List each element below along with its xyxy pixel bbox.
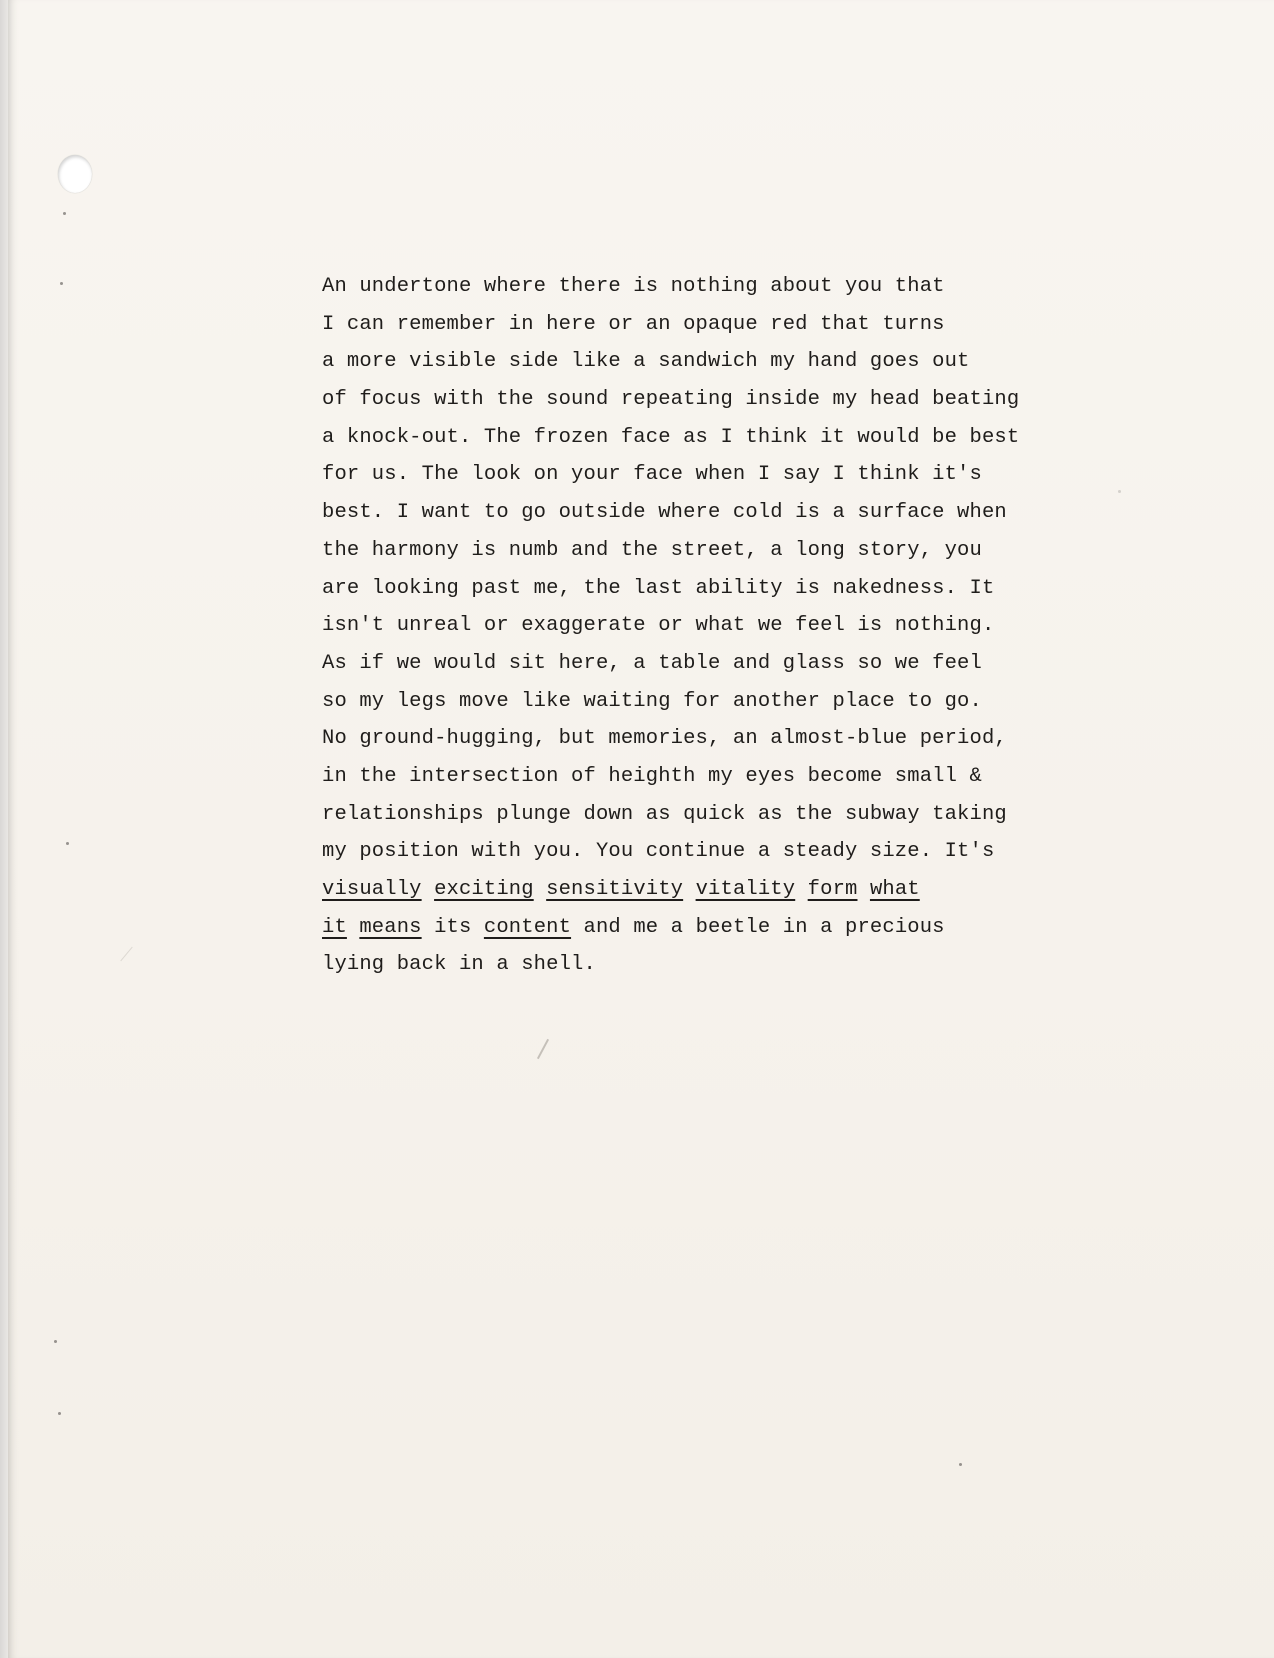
poem-line: best. I want to go outside where cold is a surface when xyxy=(322,501,1007,525)
paper-speck xyxy=(63,212,66,215)
underlined-word: what xyxy=(869,878,920,901)
poem-line: in the intersection of heighth my eyes become small & xyxy=(322,764,982,788)
underlined-word: content xyxy=(483,915,572,939)
pencil-mark xyxy=(120,947,132,961)
typed-page xyxy=(8,0,1274,1658)
poem-line: As if we would sit here, a table and glass so we feel xyxy=(322,651,982,675)
poem-line: relationships plunge down as quick as the subway taking xyxy=(322,802,1007,826)
page-edge xyxy=(0,0,8,1658)
poem-line: isn't unreal or exaggerate or what we feel is nothing. xyxy=(322,614,995,638)
paper-speck xyxy=(959,1463,962,1466)
poem-text xyxy=(322,268,1082,984)
poem-line: the harmony is numb and the street, a long story, you xyxy=(322,538,982,562)
poem-line: are looking past me, the last ability is nakedness. It xyxy=(322,576,995,600)
poem-line: lying back in a shell. xyxy=(322,953,596,977)
paper-speck xyxy=(66,842,69,845)
poem-line: my position with you. You continue a steady size. It's xyxy=(322,840,995,864)
underlined-word: exciting xyxy=(434,878,534,901)
pencil-mark xyxy=(537,1039,549,1059)
poem-line: I can remember in here or an opaque red that turns xyxy=(322,312,945,336)
underlined-word: means xyxy=(359,915,422,939)
paper-speck xyxy=(54,1340,57,1343)
poem-line: a knock-out. The frozen face as I think it would be best xyxy=(322,425,1020,449)
underlined-word: sensitivity xyxy=(546,878,684,901)
plain-word: its xyxy=(434,915,472,939)
underlined-word: form xyxy=(807,878,858,901)
underlined-word: vitality xyxy=(695,878,796,901)
poem-line: so my legs move like waiting for another place to go. xyxy=(322,689,982,713)
underlined-word: it xyxy=(322,915,347,939)
paper-speck xyxy=(58,1412,61,1415)
underlined-word: visually xyxy=(322,878,422,901)
paper-speck xyxy=(60,282,63,285)
poem-line: a more visible side like a sandwich my hand goes out xyxy=(322,350,970,374)
poem-line: of focus with the sound repeating inside my head beating xyxy=(322,388,1020,412)
poem-line: No ground-hugging, but memories, an almost-blue period, xyxy=(322,727,1007,751)
plain-text: and me a beetle in a precious xyxy=(583,915,945,939)
poem-line-underlined xyxy=(322,871,1082,909)
poem-line: An undertone where there is nothing about you that xyxy=(322,275,945,298)
poem-line-underlined xyxy=(322,909,1082,947)
poem-line: for us. The look on your face when I say I think it's xyxy=(322,463,982,487)
paper-speck xyxy=(1118,490,1121,493)
punch-hole xyxy=(58,155,92,193)
